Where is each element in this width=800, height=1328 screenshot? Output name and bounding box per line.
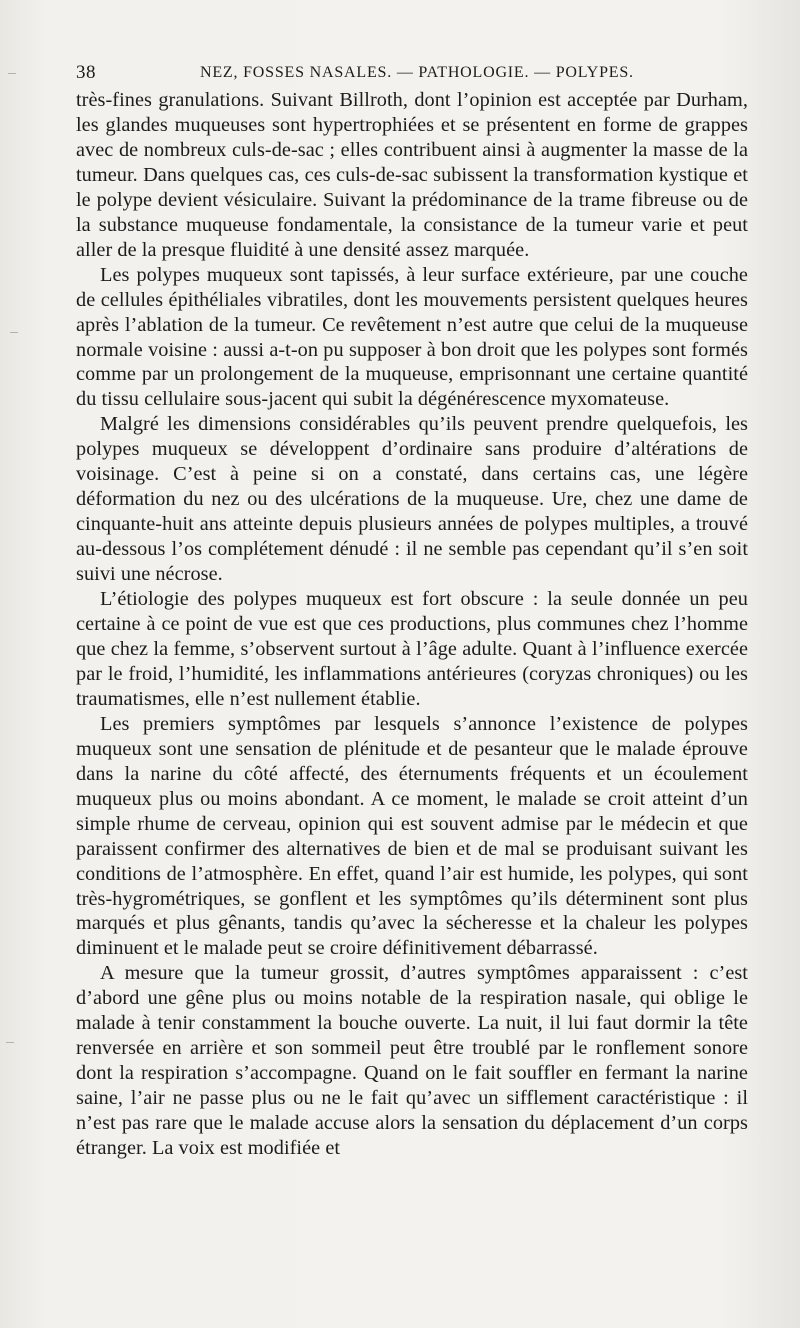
paragraph: Malgré les dimensions considérables qu’ils peuvent prendre quelquefois, les polypes muqueux se développent d’ordinaire sans produire d’altérations de voisinage. C’est à peine si on a constaté, dans certains cas, une légère déformation du nez ou des ulcérations de la muqueuse. Ure, chez une dame de cinquante-huit ans atteinte depuis plusieurs années de polypes multiples, a trouvé au-dessous l’os complétement dénudé : il ne semble pas cependant qu’il s’en soit suivi une nécrose. (76, 413, 748, 586)
running-title: NEZ, FOSSES NASALES. — PATHOLOGIE. — POLYPES. (200, 64, 634, 81)
paragraph: Les polypes muqueux sont tapissés, à leur surface extérieure, par une couche de cellules épithéliales vibratiles, dont les mouvements persistent quelques heures après l’ablation de la tumeur. Ce revêtement n’est autre que celui de la muqueuse normale voisine : aussi a-t-on pu supposer à bon droit que les polypes sont formés comme par un prolongement de la muqueuse, emprisonnant une certaine quantité du tissu cellulaire sous-jacent qui subit la dégénérescence myxomateuse. (76, 263, 748, 411)
page-number: 38 (76, 62, 96, 83)
margin-speck (8, 73, 16, 74)
paragraph: A mesure que la tumeur grossit, d’autres symptômes apparaissent : c’est d’abord une gêne plus ou moins notable de la respiration nasale, qui oblige le malade à tenir constamment la bouche ouverte. La nuit, il lui faut dormir la tête renversée en arrière et son sommeil peut être troublé par le ronflement sonore dont la respiration s’accompagne. Quand on le fait souffler en fermant la narine saine, l’air ne passe plus ou ne le fait qu’avec un sifflement caractéristique : il n’est pas rare que le malade accuse alors la sensation du déplacement d’un corps étranger. La voix est modifiée et (76, 962, 748, 1160)
body-text (76, 88, 748, 1161)
margin-speck (6, 1042, 14, 1043)
paragraph: Les premiers symptômes par lesquels s’annonce l’existence de polypes muqueux sont une sensation de plénitude et de pesanteur que le malade éprouve dans la narine du côté affecté, des éternuments fréquents et un écoulement muqueux plus ou moins abondant. A ce moment, le malade se croit atteint d’un simple rhume de cerveau, opinion qui est souvent admise par le médecin et que paraissent confirmer des alternatives de bien et de mal se produisant suivant les conditions de l’atmosphère. En effet, quand l’air est humide, les polypes, qui sont très-hygrométriques, se gonflent et les symptômes qu’ils déterminent sont plus marqués et plus gênants, tandis qu’avec la sécheresse et la chaleur les polypes diminuent et le malade peut se croire définitivement débarrassé. (76, 712, 748, 960)
paragraph: L’étiologie des polypes muqueux est fort obscure : la seule donnée un peu certaine à ce point de vue est que ces productions, plus communes chez l’homme que chez la femme, s’observent surtout à l’âge adulte. Quant à l’influence exercée par le froid, l’humidité, les inflammations antérieures (coryzas chroniques) ou les traumatismes, elle n’est nullement établie. (76, 588, 748, 710)
paragraph: très-fines granulations. Suivant Billroth, dont l’opinion est acceptée par Durham, les glandes muqueuses sont hypertrophiées et se présentent en forme de grappes avec de nombreux culs-de-sac ; elles contribuent ainsi à augmenter la masse de la tumeur. Dans quelques cas, ces culs-de-sac subissent la transformation kystique et le polype devient vésiculaire. Suivant la prédominance de la trame fibreuse ou de la substance muqueuse fondamentale, la consistance de la tumeur varie et peut aller de la presque fluidité à une densité assez marquée. (76, 89, 748, 261)
margin-speck (10, 332, 18, 333)
page-header (76, 60, 748, 86)
